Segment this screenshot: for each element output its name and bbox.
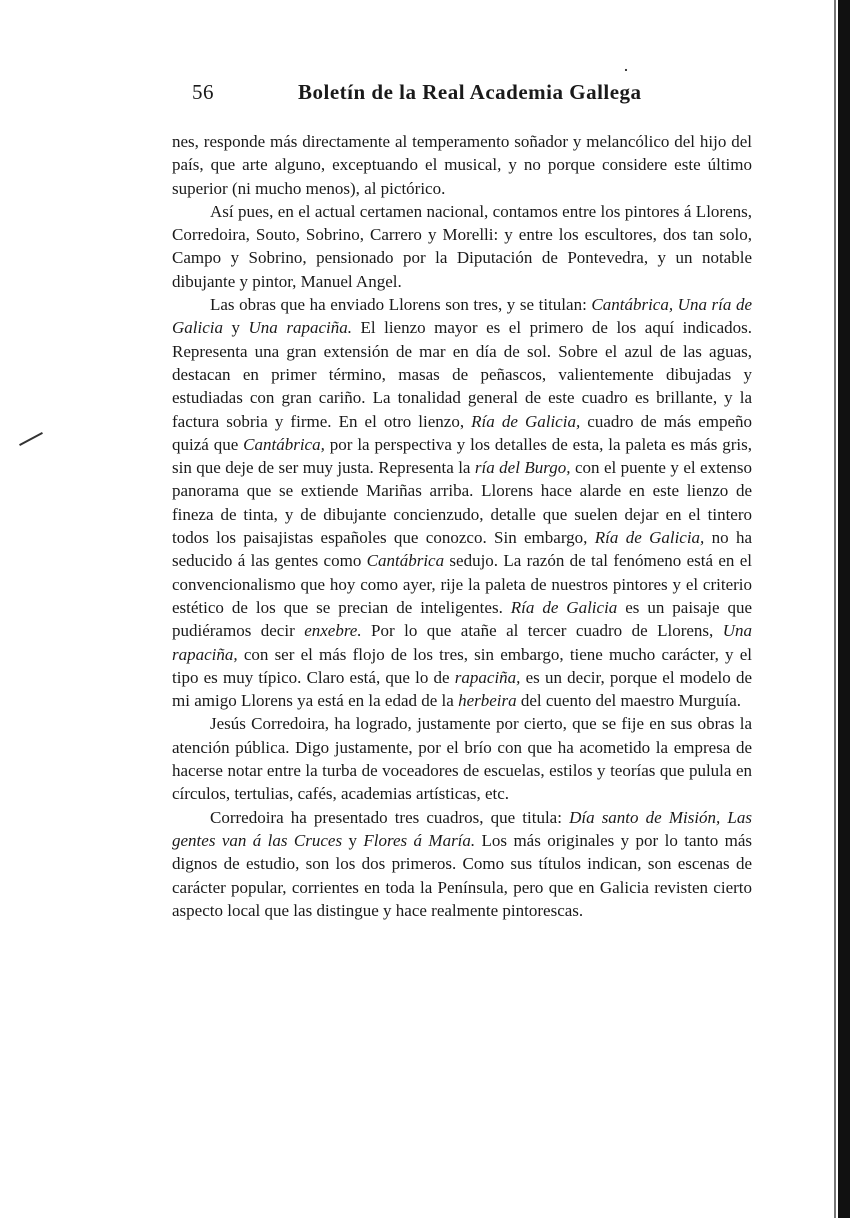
text-run: sedujo. La razón de tal fenómeno está en el convencionalismo que hoy como ayer, rije la paleta de nuestros pintores y el criterio estético de los que se precian de inteligentes.: [172, 551, 752, 617]
paragraph: [172, 293, 752, 712]
italic-title: Ría de Galicia,: [594, 528, 705, 548]
text-run: es un paisaje que pudiéramos decir: [172, 597, 752, 641]
text-run: no ha seducido á las gentes como: [172, 528, 753, 571]
italic-title: Flores á María.: [363, 830, 476, 850]
italic-title: Ría de Galicia: [510, 597, 618, 617]
page-number: 56: [192, 80, 214, 104]
text-run: Corredoira ha presentado tres cuadros, que titula:: [210, 807, 570, 827]
italic-title: Día santo de Misión, Las gentes van á las Cruces: [172, 807, 752, 850]
italic-title: Una rapaciña.: [248, 318, 352, 338]
italic-title: enxebre.: [304, 621, 362, 641]
text-run: Los más originales y por lo tanto más dignos de estudio, son los dos primeros. Como sus títulos indican, son escenas de carácter popular, corrientes en toda la Península, pero que en Galicia revisten cierto aspecto local que las distingue y hace realmente pintorescas.: [172, 830, 752, 920]
paragraph: [172, 130, 752, 200]
text-run: Por lo que atañe al tercer cuadro de Llorens,: [361, 621, 723, 641]
text-run: por la perspectiva y los detalles de esta, la paleta es más gris, sin que deje de ser muy justa. Representa la: [172, 434, 752, 478]
italic-title: rapaciña,: [454, 667, 521, 687]
scan-edge-line: [834, 0, 836, 1218]
italic-title: Una rapaciña,: [172, 621, 753, 664]
paragraph: [172, 200, 752, 293]
paragraph: [172, 712, 752, 805]
body-text: [172, 130, 752, 922]
text-run: y: [342, 830, 364, 850]
text-run: Jesús Corredoira, ha logrado, justamente por cierto, que se fije en sus obras la atención pública. Digo justamente, por el brío con que ha acometido la empresa de hacerse notar entre la turba de voceadores de escuelas, estilos y teorías que pulula en círculos, tertulias, cafés, academias artísticas, etc.: [172, 714, 752, 804]
text-run: del cuento del maestro Murguía.: [516, 691, 742, 711]
text-run: con el puente y el extenso panorama que se extiende Mariñas arriba. Llorens hace alarde en este lienzo de fineza de tinta, y de dibujante concienzudo, detalle que suelen dejar en el tintero todos los paisajistas españoles que conozco. Sin embargo,: [172, 458, 752, 548]
text-run: y: [223, 318, 249, 338]
text-run: con ser el más flojo de los tres, sin embargo, tiene mucho carácter, y el tipo es muy típico. Claro está, que lo de: [172, 644, 752, 687]
italic-title: Cantábrica, Una ría de Galicia: [172, 295, 753, 338]
text-run: El lienzo mayor es el primero de los aquí indicados. Representa una gran extensión de mar en día de sol. Sobre el azul de las aguas, destacan en primer término, masas de peñascos, valientemente dibujadas y estudiadas con gran cariño. La tonalidad general de este cuadro es brillante, y la factura sobria y firme. En el otro lienzo,: [172, 318, 752, 431]
text-run: Las obras que ha enviado Llorens son tres, y se titulan:: [210, 295, 592, 315]
ink-speck: ·: [623, 60, 629, 80]
running-title: Boletín de la Real Academia Gallega: [298, 80, 642, 104]
text-run: es un decir, porque el modelo de mi amigo Llorens ya está en la edad de la: [172, 667, 753, 711]
text-run: cuadro de más empeño quizá que: [172, 411, 752, 454]
scan-edge-shadow: [838, 0, 850, 1218]
text-run: Así pues, en el actual certamen nacional, contamos entre los pintores á Llorens, Corredoira, Souto, Sobrino, Carrero y Morelli: y entre los escultores, dos tan solo, Campo y Sobrino, pensionado por la Diputación de Pontevedra, y un notable dibujante y pintor, Manuel Angel.: [172, 201, 752, 291]
page-header: [190, 80, 660, 110]
italic-title: herbeira: [458, 691, 517, 711]
text-run: nes, responde más directamente al temperamento soñador y melancólico del hijo del país, que arte alguno, exceptuando el musical, y no porque considere este último superior (ni mucho menos), al pictórico.: [172, 132, 752, 198]
margin-pencil-mark: [19, 432, 43, 446]
italic-title: Ría de Galicia,: [471, 411, 581, 431]
italic-title: Cantábrica,: [243, 434, 325, 454]
italic-title: ría del Burgo,: [474, 458, 571, 478]
paragraph: [172, 806, 752, 922]
italic-title: Cantábrica: [366, 551, 445, 571]
